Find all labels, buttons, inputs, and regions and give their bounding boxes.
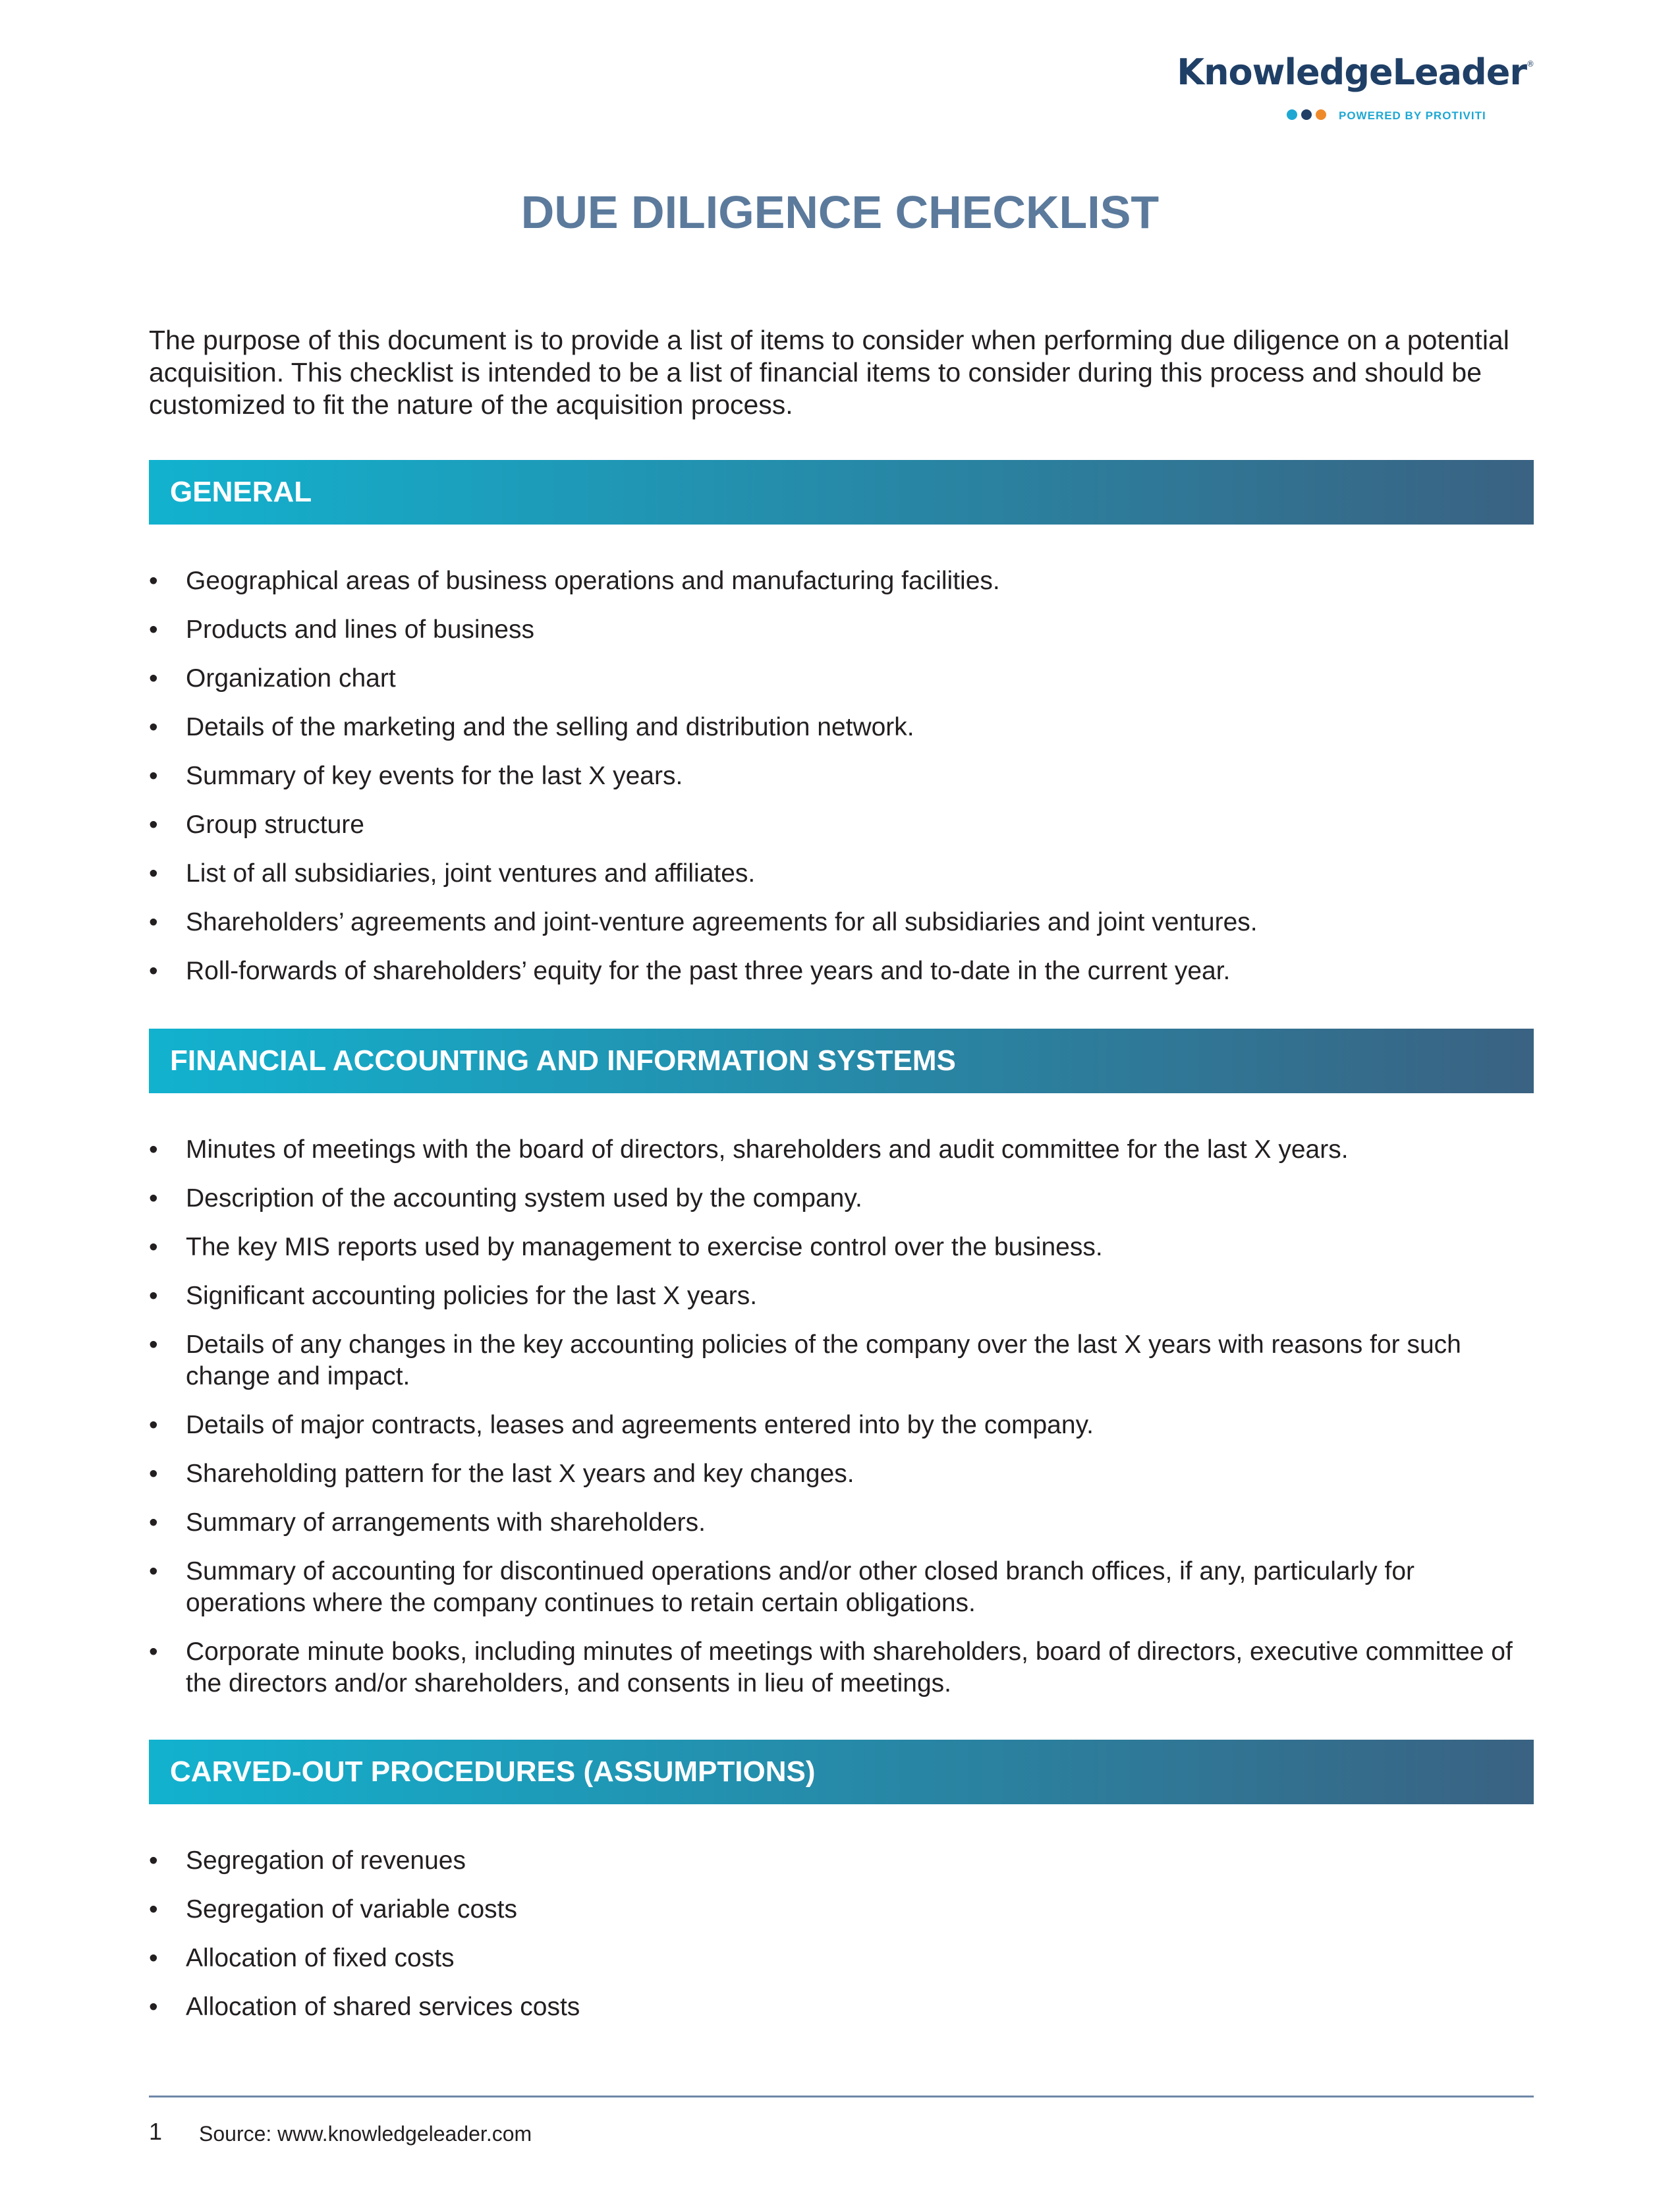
trademark-mark: ® bbox=[1526, 59, 1534, 69]
bullet-icon: • bbox=[149, 567, 158, 595]
list-item bbox=[149, 565, 1539, 597]
bullet-icon: • bbox=[149, 762, 158, 790]
list-item bbox=[149, 1507, 1539, 1539]
bullet-icon: • bbox=[149, 713, 158, 741]
list-item bbox=[149, 1991, 1539, 2023]
bullet-icon: • bbox=[149, 811, 158, 839]
list-item-text: Group structure bbox=[186, 811, 364, 839]
list-item-text: Significant accounting policies for the last X years. bbox=[186, 1282, 758, 1310]
bullet-icon: • bbox=[149, 1508, 158, 1537]
list-item bbox=[149, 712, 1539, 743]
brand-logo bbox=[1177, 51, 1534, 130]
list-item bbox=[149, 1134, 1539, 1166]
list-item-text: Details of any changes in the key accounting policies of the company over the last X years with reasons for such change and impact. bbox=[186, 1330, 1461, 1390]
list-item-text: Details of the marketing and the selling and distribution network. bbox=[186, 713, 914, 741]
list-item bbox=[149, 1183, 1539, 1214]
list-item-text: Summary of arrangements with shareholders. bbox=[186, 1508, 706, 1537]
section-header-general bbox=[149, 460, 1534, 525]
list-item bbox=[149, 1410, 1539, 1441]
list-item bbox=[149, 907, 1539, 938]
section-header-carved-out-procedures bbox=[149, 1740, 1534, 1804]
bullet-icon: • bbox=[149, 1135, 158, 1164]
bullet-icon: • bbox=[149, 1993, 158, 2021]
bullet-icon: • bbox=[149, 1282, 158, 1310]
carved-out-items-list bbox=[149, 1845, 1539, 2040]
page-number: 1 bbox=[149, 2118, 163, 2145]
bullet-icon: • bbox=[149, 1557, 158, 1585]
list-item-text: Shareholders’ agreements and joint-venture agreements for all subsidiaries and joint ventures. bbox=[186, 908, 1258, 936]
list-item bbox=[149, 760, 1539, 792]
list-item-text: Shareholding pattern for the last X years and key changes. bbox=[186, 1460, 854, 1488]
list-item bbox=[149, 1232, 1539, 1263]
list-item-text: Allocation of shared services costs bbox=[186, 1993, 580, 2021]
list-item bbox=[149, 1943, 1539, 1974]
section-heading: GENERAL bbox=[170, 476, 312, 508]
navy-dot-icon bbox=[1301, 109, 1312, 120]
bullet-icon: • bbox=[149, 1944, 158, 1972]
list-item bbox=[149, 809, 1539, 841]
list-item-text: Summary of accounting for discontinued operations and/or other closed branch offices, if any, particularly for operations where the company continues to retain certain obligations. bbox=[186, 1557, 1415, 1617]
bullet-icon: • bbox=[149, 1460, 158, 1488]
list-item-text: Organization chart bbox=[186, 664, 396, 693]
page-title: DUE DILIGENCE CHECKLIST bbox=[520, 186, 1160, 238]
bullet-icon: • bbox=[149, 957, 158, 985]
bullet-icon: • bbox=[149, 1233, 158, 1261]
bullet-icon: • bbox=[149, 1330, 158, 1359]
section-heading: FINANCIAL ACCOUNTING AND INFORMATION SYSTEMS bbox=[170, 1044, 956, 1077]
bullet-icon: • bbox=[149, 1638, 158, 1666]
section-heading: CARVED-OUT PROCEDURES (ASSUMPTIONS) bbox=[170, 1755, 816, 1788]
bullet-icon: • bbox=[149, 1184, 158, 1213]
list-item-text: Geographical areas of business operations and manufacturing facilities. bbox=[186, 567, 1000, 595]
list-item-text: Corporate minute books, including minutes of meetings with shareholders, board of directors, executive committee of the directors and/or shareholders, and consents in lieu of meetings. bbox=[186, 1638, 1513, 1698]
list-item-text: Segregation of variable costs bbox=[186, 1895, 517, 1924]
bullet-icon: • bbox=[149, 859, 158, 888]
list-item-text: Roll-forwards of shareholders’ equity for the past three years and to-date in the current year. bbox=[186, 957, 1231, 985]
list-item-text: Minutes of meetings with the board of directors, shareholders and audit committee for the last X years. bbox=[186, 1135, 1349, 1164]
list-item-text: List of all subsidiaries, joint ventures and affiliates. bbox=[186, 859, 756, 888]
bullet-icon: • bbox=[149, 908, 158, 936]
brand-name-text: KnowledgeLeader bbox=[1177, 51, 1526, 93]
intro-paragraph: The purpose of this document is to provide a list of items to consider when performing due diligence on a potential acquisition. This checklist is intended to be a list of financial items to consider during this process and should be customized to fit the nature of the acquisition process. bbox=[149, 325, 1509, 420]
list-item-text: Products and lines of business bbox=[186, 615, 534, 644]
list-item-text: Details of major contracts, leases and agreements entered into by the company. bbox=[186, 1411, 1094, 1439]
list-item bbox=[149, 1845, 1539, 1877]
footer-divider bbox=[149, 2096, 1534, 2097]
cyan-dot-icon bbox=[1287, 109, 1297, 120]
list-item-text: Description of the accounting system used by the company. bbox=[186, 1184, 862, 1213]
list-item bbox=[149, 663, 1539, 695]
list-item bbox=[149, 956, 1539, 987]
bullet-icon: • bbox=[149, 664, 158, 693]
bullet-icon: • bbox=[149, 615, 158, 644]
list-item-text: The key MIS reports used by management to exercise control over the business. bbox=[186, 1233, 1103, 1261]
footer-source: Source: www.knowledgeleader.com bbox=[199, 2122, 532, 2146]
list-item-text: Summary of key events for the last X years. bbox=[186, 762, 683, 790]
list-item bbox=[149, 1636, 1539, 1699]
list-item bbox=[149, 1329, 1539, 1392]
list-item bbox=[149, 614, 1539, 646]
brand-name bbox=[1177, 51, 1534, 93]
list-item bbox=[149, 1894, 1539, 1926]
bullet-icon: • bbox=[149, 1895, 158, 1924]
financial-items-list bbox=[149, 1134, 1539, 1717]
section-header-financial-accounting bbox=[149, 1029, 1534, 1093]
list-item bbox=[149, 1458, 1539, 1490]
brand-dots bbox=[1287, 109, 1328, 121]
orange-dot-icon bbox=[1316, 109, 1326, 120]
list-item bbox=[149, 1556, 1539, 1619]
list-item-text: Segregation of revenues bbox=[186, 1846, 466, 1875]
bullet-icon: • bbox=[149, 1411, 158, 1439]
list-item bbox=[149, 1280, 1539, 1312]
brand-tagline: POWERED BY PROTIVITI bbox=[1339, 109, 1486, 122]
bullet-icon: • bbox=[149, 1846, 158, 1875]
general-items-list bbox=[149, 565, 1539, 1004]
list-item bbox=[149, 858, 1539, 890]
list-item-text: Allocation of fixed costs bbox=[186, 1944, 455, 1972]
